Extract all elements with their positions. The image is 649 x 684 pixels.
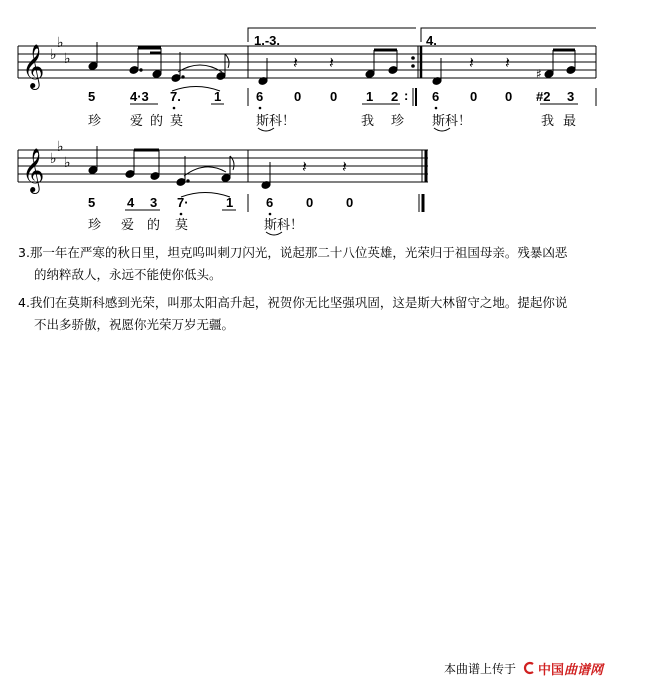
footer	[444, 656, 603, 680]
logo-text-score-net: 曲谱网	[564, 662, 604, 678]
logo-swirl-icon	[522, 661, 536, 675]
quarter-rest: 𝄽	[505, 53, 510, 72]
quarter-rest: 𝄽	[293, 53, 298, 72]
notes-measure-2	[258, 50, 398, 85]
sharp-sign: ♯	[536, 67, 542, 81]
jianpu-row-1	[88, 87, 596, 110]
svg-text:1: 1	[226, 195, 234, 210]
svg-text:0: 0	[294, 89, 302, 104]
logo-text-china: 中国	[538, 662, 565, 678]
ending-label-2: 4.	[426, 33, 437, 48]
svg-text:爱: 爱	[130, 114, 144, 129]
flat-sign: ♭	[64, 51, 71, 67]
flat-sign: ♭	[50, 47, 57, 63]
ending-label-1: 1.-3.	[254, 33, 281, 48]
svg-text:1: 1	[366, 89, 374, 104]
treble-clef: 𝄞	[22, 148, 45, 192]
svg-text:斯科！: 斯科！	[256, 114, 296, 129]
repeat-dot	[411, 56, 415, 60]
verse-4-line-1: 4.我们在莫斯科感到光荣，叫那太阳高升起，祝贺你无比坚强巩固，这是斯大林留守之地。提起你说	[18, 295, 568, 310]
svg-text:6: 6	[256, 89, 264, 104]
svg-text:3: 3	[567, 89, 575, 104]
site-logo[interactable]	[522, 659, 603, 678]
svg-text:#2: #2	[536, 89, 551, 104]
svg-text:4: 4	[127, 195, 135, 210]
upload-notice: 本曲谱上传于	[444, 661, 517, 676]
svg-text:7.: 7.	[170, 89, 181, 104]
svg-text:最: 最	[563, 114, 577, 129]
svg-text:0: 0	[470, 89, 478, 104]
svg-text:我: 我	[361, 114, 375, 129]
slur	[178, 65, 222, 72]
svg-text:斯科！: 斯科！	[264, 218, 304, 233]
svg-text:0: 0	[346, 195, 354, 210]
svg-text:5: 5	[88, 195, 96, 210]
svg-text:1: 1	[214, 89, 222, 104]
notes-measure-3	[432, 50, 576, 85]
svg-text:6: 6	[432, 89, 440, 104]
flat-sign: ♭	[57, 139, 64, 155]
svg-text:珍: 珍	[391, 114, 405, 129]
svg-text:爱: 爱	[121, 218, 135, 233]
svg-text:珍: 珍	[88, 114, 102, 129]
flat-sign: ♭	[57, 35, 64, 51]
svg-text:0: 0	[505, 89, 513, 104]
svg-text:的: 的	[150, 114, 164, 129]
lyrics-row-1	[88, 113, 576, 131]
svg-text:莫: 莫	[170, 114, 184, 129]
flat-sign: ♭	[64, 155, 71, 171]
treble-clef: 𝄞	[22, 44, 45, 88]
repeat-dot	[411, 64, 415, 68]
ending-bracket-2	[421, 28, 596, 42]
flat-sign: ♭	[50, 151, 57, 167]
verse-3-line-2: 的纳粹敌人，永远不能使你低头。	[34, 267, 222, 282]
slur	[184, 167, 226, 176]
verse-4	[18, 292, 643, 336]
svg-text:2: 2	[391, 89, 399, 104]
verse-3-line-1: 3.那一年在严寒的秋日里，坦克呜叫刺刀闪光，说起那二十八位英雄，光荣归于祖国母亲。残暴凶恶	[18, 245, 568, 260]
quarter-rest: 𝄽	[469, 53, 474, 72]
svg-text:我: 我	[541, 114, 555, 129]
verse-4-line-2: 不出多骄傲，祝愿你光荣万岁无疆。	[34, 317, 235, 332]
music-score	[0, 0, 649, 240]
quarter-rest: 𝄽	[329, 53, 334, 72]
svg-text:6: 6	[266, 195, 274, 210]
svg-text:的: 的	[147, 218, 161, 233]
svg-text:莫: 莫	[175, 218, 189, 233]
svg-text:斯科！: 斯科！	[432, 114, 472, 129]
svg-text:7·: 7·	[177, 195, 189, 210]
svg-text:4·3: 4·3	[130, 89, 149, 104]
svg-text:0: 0	[330, 89, 338, 104]
verse-3	[18, 242, 643, 286]
svg-text::: :	[404, 88, 409, 103]
svg-text:5: 5	[88, 89, 96, 104]
quarter-rest: 𝄽	[302, 157, 307, 176]
lyrics-row-2	[88, 217, 303, 235]
svg-text:3: 3	[150, 195, 158, 210]
quarter-rest: 𝄽	[342, 157, 347, 176]
svg-text:珍: 珍	[88, 218, 102, 233]
svg-text:0: 0	[306, 195, 314, 210]
jianpu-row-2	[88, 193, 423, 216]
